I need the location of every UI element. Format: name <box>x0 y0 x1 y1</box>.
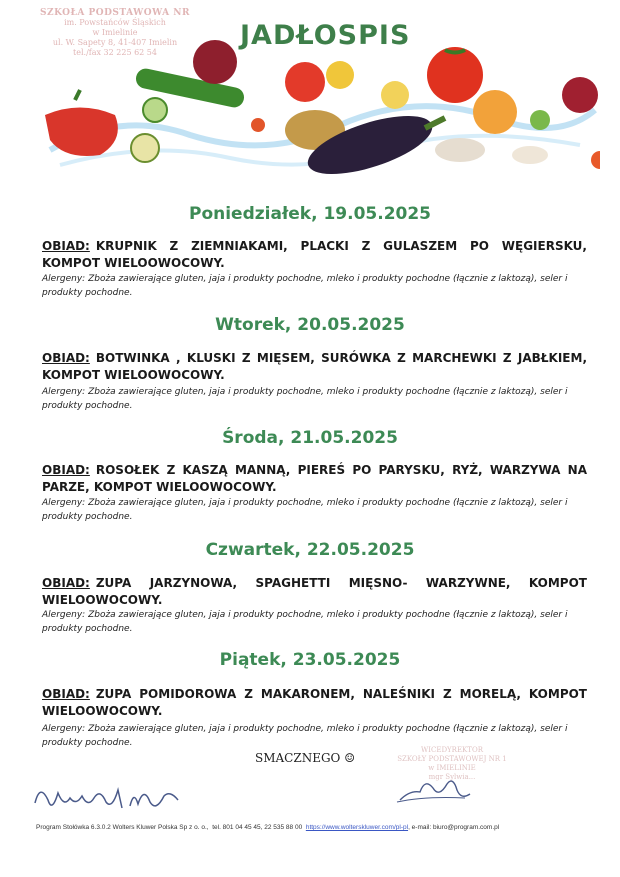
page-title: JADŁOSPIS <box>240 20 411 51</box>
meal-label: OBIAD: <box>42 463 90 477</box>
meal-text: ZUPA POMIDOROWA Z MAKARONEM, NALEŚNIKI Z MORELĄ, KOMPOT WIELOOWOCOWY. <box>42 687 587 718</box>
meal-description <box>42 686 587 720</box>
meal-text: ROSOŁEK Z KASZĄ MANNĄ, PIEREŚ PO PARYSKU, RYŻ, WARZYWA NA PARZE, KOMPOT WIELOOWOCOWY. <box>42 463 587 494</box>
meal-description <box>42 575 587 609</box>
day-heading: Poniedziałek, 19.05.2025 <box>188 204 432 224</box>
day-heading: Środa, 21.05.2025 <box>222 428 398 448</box>
allergens-note: Alergeny: Zboża zawierające gluten, jaja i produkty pochodne, mleko i produkty pochodne (łącznie z laktozą), seler i produkty pochodne. <box>42 498 568 522</box>
website-link[interactable]: https://www.wolterskluwer.com/pl-pl <box>305 824 409 831</box>
footer: Program Stołówka 6.3.0.2 Wolters Kluwer Polska Sp z o. o., tel. 801 04 45 45, 22 535 88 00 https://www.wolterskluwer.com/pl-pl, e-mail: biuro@program.com.pl <box>36 824 500 831</box>
school-stamp: SZKOŁA PODSTAWOWA NR im. Powstańców Śląskich w Imielinie ul. W. Sapety 8, 41-407 Imielin tel./fax 32 225 62 54 <box>40 8 190 57</box>
header <box>0 0 620 190</box>
allergens-note: Alergeny: Zboża zawierające gluten, jaja i produkty pochodne, mleko i produkty pochodne (łącznie z laktozą), seler i produkty pochodne. <box>42 387 568 411</box>
meal-label: OBIAD: <box>42 239 90 253</box>
meal-description <box>42 238 587 272</box>
allergens-note: Alergeny: Zboża zawierające gluten, jaja i produkty pochodne, mleko i produkty pochodne (łącznie z laktozą), seler i produkty pochodne. <box>42 610 568 634</box>
meal-label: OBIAD: <box>42 576 90 590</box>
meal-text: BOTWINKA , KLUSKI Z MIĘSEM, SURÓWKA Z MARCHEWKI Z JABŁKIEM, KOMPOT WIELOOWOCOWY. <box>42 351 587 382</box>
meal-description <box>42 462 587 496</box>
closing-text: SMACZNEGO ☺ <box>255 751 355 765</box>
meal-label: OBIAD: <box>42 351 90 365</box>
director-signature <box>395 770 475 806</box>
vegetables-illustration <box>40 40 600 190</box>
meal-text: ZUPA JARZYNOWA, SPAGHETTI MIĘSNO- WARZYWNE, KOMPOT WIELOOWOCOWY. <box>42 576 587 607</box>
allergens-note: Alergeny: Zboża zawierające gluten, jaja i produkty pochodne, mleko i produkty pochodne (łącznie z laktozą), seler i produkty pochodne. <box>42 724 568 748</box>
meal-text: KRUPNIK Z ZIEMNIAKAMI, PLACKI Z GULASZEM PO WĘGIERSKU, KOMPOT WIELOOWOCOWY. <box>42 239 587 270</box>
day-heading: Piątek, 23.05.2025 <box>219 650 401 670</box>
allergens-note: Alergeny: Zboża zawierające gluten, jaja i produkty pochodne, mleko i produkty pochodne (łącznie z laktozą), seler i produkty pochodne. <box>42 274 568 298</box>
meal-label: OBIAD: <box>42 687 90 701</box>
day-heading: Czwartek, 22.05.2025 <box>205 540 415 560</box>
handwritten-signature <box>30 778 190 818</box>
director-stamp: WICEDYREKTOR SZKOŁY PODSTAWOWEJ NR 1 w IMIELINIE mgr Sylwia... <box>397 746 507 781</box>
meal-description <box>42 350 587 384</box>
day-heading: Wtorek, 20.05.2025 <box>215 315 405 335</box>
